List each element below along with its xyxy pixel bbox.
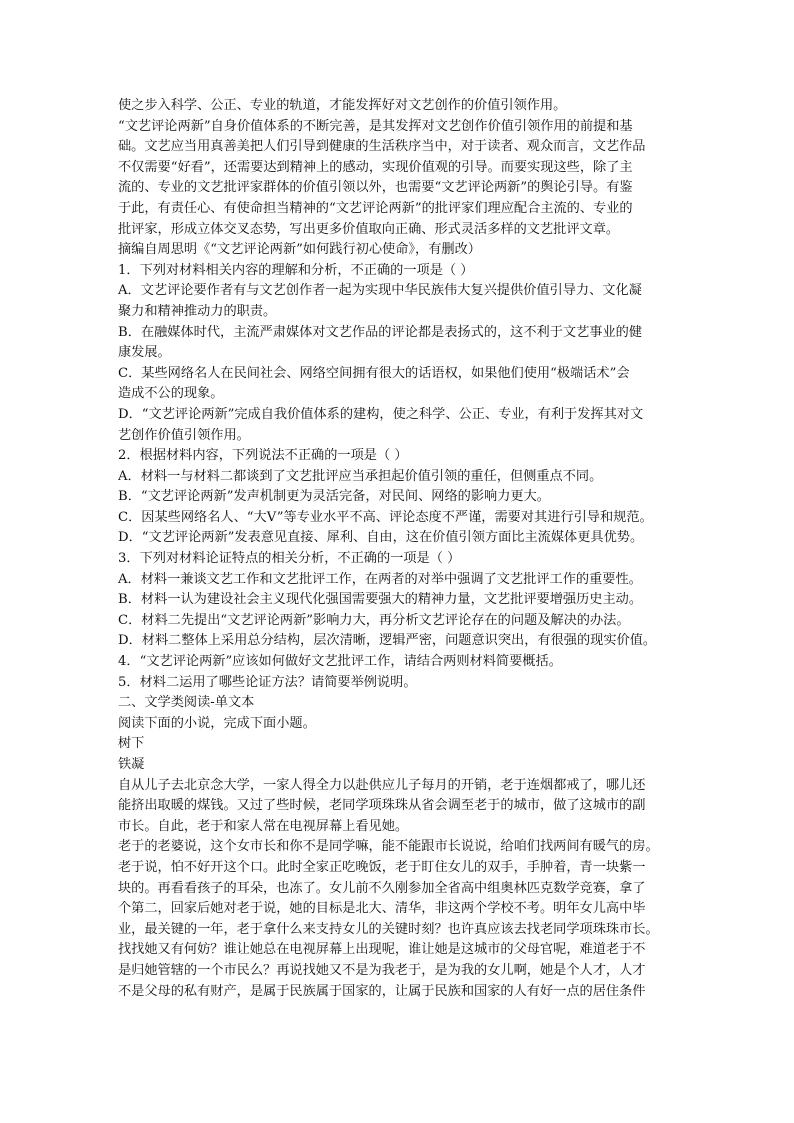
- text-line: D．“文艺评论两新”完成自我价值体系的建构，使之科学、公正、专业，有利于发挥其对文: [118, 406, 644, 422]
- text-line: B．材料一认为建设社会主义现代化强国需要强大的精神力量，文艺批评要增强历史主动。: [118, 592, 642, 608]
- text-line: D．材料二整体上采用总分结构，层次清晰，逻辑严密，问题意识突出，有很强的现实价值。: [118, 633, 657, 649]
- text-line: 康发展。: [118, 345, 171, 361]
- text-line: 铁凝: [118, 757, 145, 772]
- text-line: 摘编自周思明《“文艺评论两新”如何践行初心使命》，有删改）: [118, 242, 481, 258]
- text-line: A．文艺评论要作者有与文艺创作者一起为实现中华民族伟大复兴提供价值引导力、文化凝: [118, 283, 642, 299]
- text-line: 自从儿子去北京念大学，一家人得全力以赴供应儿子每月的开销，老于连烟都戒了，哪儿还: [118, 777, 646, 793]
- text-line: 流的、专业的文艺批评家群体的价值引领以外，也需要“文艺评论两新”的舆论引导。有鉴: [118, 180, 633, 196]
- text-line: “文艺评论两新”自身价值体系的不断完善，是其发挥对文艺创作价值引领作用的前提和基: [118, 118, 633, 134]
- text-line: 树下: [118, 736, 145, 752]
- text-line: 个第二，回家后她对老于说，她的目标是北大、清华，非这两个学校不考。明年女儿高中毕: [118, 901, 646, 917]
- text-line: 老于的老婆说，这个女市长和你不是同学嘛，能不能跟市长说说，给咱们找两间有暖气的房。: [118, 839, 659, 855]
- text-line: 不仅需要“好看”，还需要达到精神上的感动，实现价值观的引导。而要实现这些，除了主: [118, 159, 633, 175]
- text-line: C．因某些网络名人、“大V”等专业水平不高、评论态度不严谨，需要对其进行引导和规范。: [118, 509, 653, 525]
- text-line: 3．下列对材料论证特点的相关分析，不正确的一项是（ ）: [118, 551, 461, 567]
- text-line: 造成不公的现象。: [118, 386, 224, 402]
- text-line: 找找她又有何妨？谁让她总在电视屏幕上出现呢，谁让她是这城市的父母官呢，难道老于不: [118, 942, 646, 958]
- text-line: A．材料一与材料二都谈到了文艺批评应当承担起价值引领的重任，但侧重点不同。: [118, 468, 603, 484]
- text-line: 不是父母的私有财产，是属于民族属于国家的，让属于民族和国家的人有好一点的居住条件: [118, 983, 646, 999]
- text-line: 阅读下面的小说，完成下面小题。: [118, 715, 316, 731]
- text-line: C．某些网络名人在民间社会、网络空间拥有很大的话语权，如果他们使用“极端话术”会: [118, 365, 630, 381]
- text-line: 老于说，怕不好开这个口。此时全家正吃晚饭，老于盯住女儿的双手，手肿着，青一块紫一: [118, 859, 646, 875]
- text-line: B．“文艺评论两新”发声机制更为灵活完备，对民间、网络的影响力更大。: [118, 489, 550, 505]
- text-line: 使之步入科学、公正、专业的轨道，才能发挥好对文艺创作的价值引领作用。: [118, 98, 567, 113]
- text-line: 批评家，形成立体交叉态势，写出更多价值取向正确、形式灵活多样的文艺批评文章。: [118, 221, 620, 237]
- text-line: 于此，有责任心、有使命担当精神的“文艺评论两新”的批评家们理应配合主流的、专业的: [118, 200, 633, 216]
- text-line: 是归她管辖的一个市民么？再说找她又不是为我老于，是为我的女儿啊，她是个人才，人才: [118, 962, 646, 978]
- text-line: B．在融媒体时代，主流严肃媒体对文艺作品的评论都是表扬式的，这不利于文艺事业的健: [118, 324, 642, 340]
- text-line: 础。文艺应当用真善美把人们引导到健康的生活秩序当中，对于读者、观众而言，文艺作品: [118, 139, 646, 155]
- text-line: 艺创作价值引领作用。: [118, 427, 250, 443]
- text-line: 1．下列对材料相关内容的理解和分析，不正确的一项是（ ）: [118, 262, 474, 278]
- text-line: 4．“文艺评论两新”应该如何做好文艺批评工作，请结合两则材料简要概括。: [118, 654, 562, 670]
- document-page: [118, 96, 683, 1002]
- text-line: 块的。再看看孩子的耳朵，也冻了。女儿前不久刚参加全省高中组奥林匹克数学竞赛，拿了: [118, 880, 646, 896]
- text-line: 5．材料二运用了哪些论证方法？请简要举例说明。: [118, 674, 417, 690]
- text-line: D．“文艺评论两新”发表意见直接、犀利、自由，这在价值引领方面比主流媒体更具优势。: [118, 530, 644, 546]
- text-line: 市长。自此，老于和家人常在电视屏幕上看见她。: [118, 818, 409, 834]
- text-line: 2．根据材料内容，下列说法不正确的一项是（ ）: [118, 448, 408, 464]
- text-line: 业，最关键的一年，老于拿什么来支持女儿的关键时刻？也许真应该去找老同学项珠珠市长。: [118, 921, 659, 937]
- text-line: C．材料二先提出“文艺评论两新”影响力大，再分析文艺评论存在的问题及解决的办法。: [118, 612, 630, 628]
- text-line: A．材料一兼谈文艺工作和文艺批评工作，在两者的对举中强调了文艺批评工作的重要性。: [118, 571, 642, 587]
- text-line: 二、文学类阅读-单文本: [118, 695, 255, 711]
- text-line: 聚力和精神推动力的职责。: [118, 303, 277, 319]
- text-line: 能挤出取暖的煤钱。又过了些时候，老同学项珠珠从省会调至老于的城市，做了这城市的副: [118, 798, 646, 814]
